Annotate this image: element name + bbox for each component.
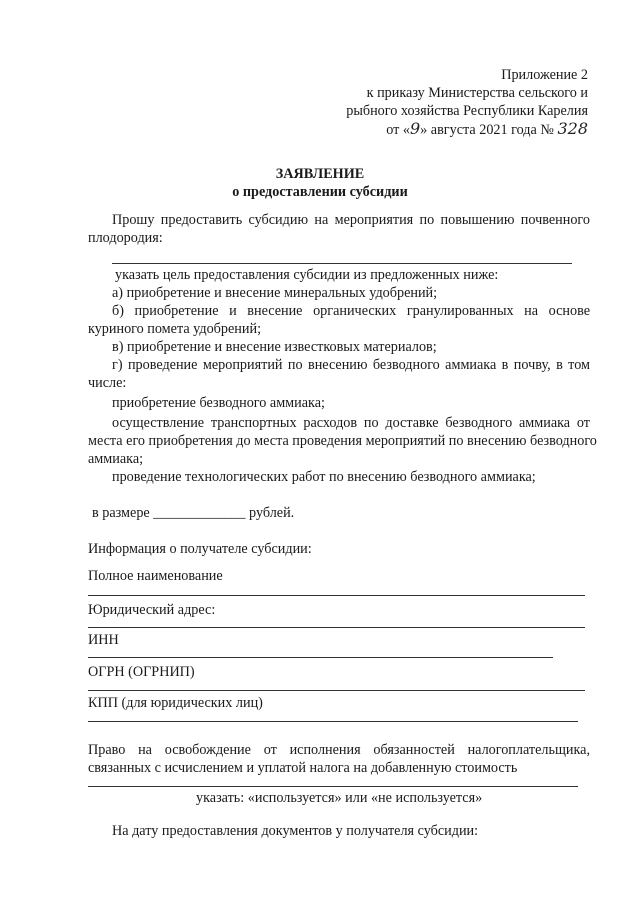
recipient-legal-address-label: Юридический адрес: [88, 602, 216, 618]
purpose-g-item-2-line-3: аммиака; [88, 451, 144, 467]
annex-block [346, 66, 588, 139]
purpose-option-v: в) приобретение и внесение известковых материалов; [112, 339, 437, 355]
purpose-option-b-line-1: б) приобретение и внесение органических гранулированных на основе [112, 303, 590, 319]
recipient-inn-label: ИНН [88, 632, 119, 648]
annex-date-prefix: от « [386, 122, 410, 138]
closing-line-1: На дату предоставления документов у получателя субсидии: [112, 823, 479, 839]
document-title [0, 165, 640, 201]
vat-line-2: связанных с исчислением и уплатой налога на добавленную стоимость [88, 760, 518, 776]
recipient-kpp-label: КПП (для юридических лиц) [88, 695, 263, 711]
annex-ministry: рыбного хозяйства Республики Карелия [346, 103, 588, 119]
title-sub: о предоставлении субсидии [232, 184, 408, 200]
purpose-g-item-3: проведение технологических работ по внесению безводного аммиака; [112, 469, 536, 485]
recipient-full-name-label: Полное наименование [88, 568, 223, 584]
full-name-input-line[interactable] [88, 595, 585, 596]
amount-blank[interactable]: _____________ [153, 505, 246, 521]
annex-title: Приложение 2 [501, 67, 588, 83]
inn-input-line[interactable] [88, 657, 553, 658]
amount-line [92, 504, 294, 522]
ogrn-input-line[interactable] [88, 690, 585, 691]
purpose-option-g-line-1: г) проведение мероприятий по внесению безводного аммиака в почву, в том [112, 357, 590, 373]
amount-suffix: рублей. [249, 505, 295, 521]
annex-date-day: 9 [409, 119, 421, 138]
intro-line-1: Прошу предоставить субсидию на мероприятия по повышению почвенного [112, 212, 590, 228]
kpp-input-line[interactable] [88, 721, 578, 722]
purpose-option-b-line-2: куриного помета удобрений; [88, 321, 262, 337]
vat-line-1: Право на освобождение от исполнения обязанностей налогоплательщика, [88, 742, 590, 758]
annex-date-line [346, 120, 588, 139]
vat-input-line[interactable] [88, 786, 578, 787]
purpose-option-g-line-2: числе: [88, 375, 127, 391]
intro-line-2: плодородия: [88, 230, 163, 246]
purpose-g-item-2-line-2: места его приобретения до места проведения мероприятий по внесению безводного [88, 433, 597, 449]
recipient-heading: Информация о получателе субсидии: [88, 541, 312, 557]
purpose-option-a: а) приобретение и внесение минеральных удобрений; [112, 285, 438, 301]
vat-hint: указать: «используется» или «не используется» [196, 790, 483, 806]
annex-date-rest: » августа 2021 года № [420, 122, 554, 138]
annex-order-ref: к приказу Министерства сельского и [366, 85, 588, 101]
purpose-g-item-1: приобретение безводного аммиака; [112, 395, 325, 411]
legal-address-input-line[interactable] [88, 627, 585, 628]
annex-order-number: 328 [557, 119, 588, 138]
purpose-hint: указать цель предоставления субсидии из предложенных ниже: [115, 267, 499, 283]
recipient-ogrn-label: ОГРН (ОГРНИП) [88, 664, 195, 680]
title-main: ЗАЯВЛЕНИЕ [275, 166, 365, 182]
purpose-input-line[interactable] [112, 263, 572, 264]
amount-prefix: в размере [92, 505, 150, 521]
purpose-g-item-2-line-1: осуществление транспортных расходов по доставке безводного аммиака от [112, 415, 590, 431]
